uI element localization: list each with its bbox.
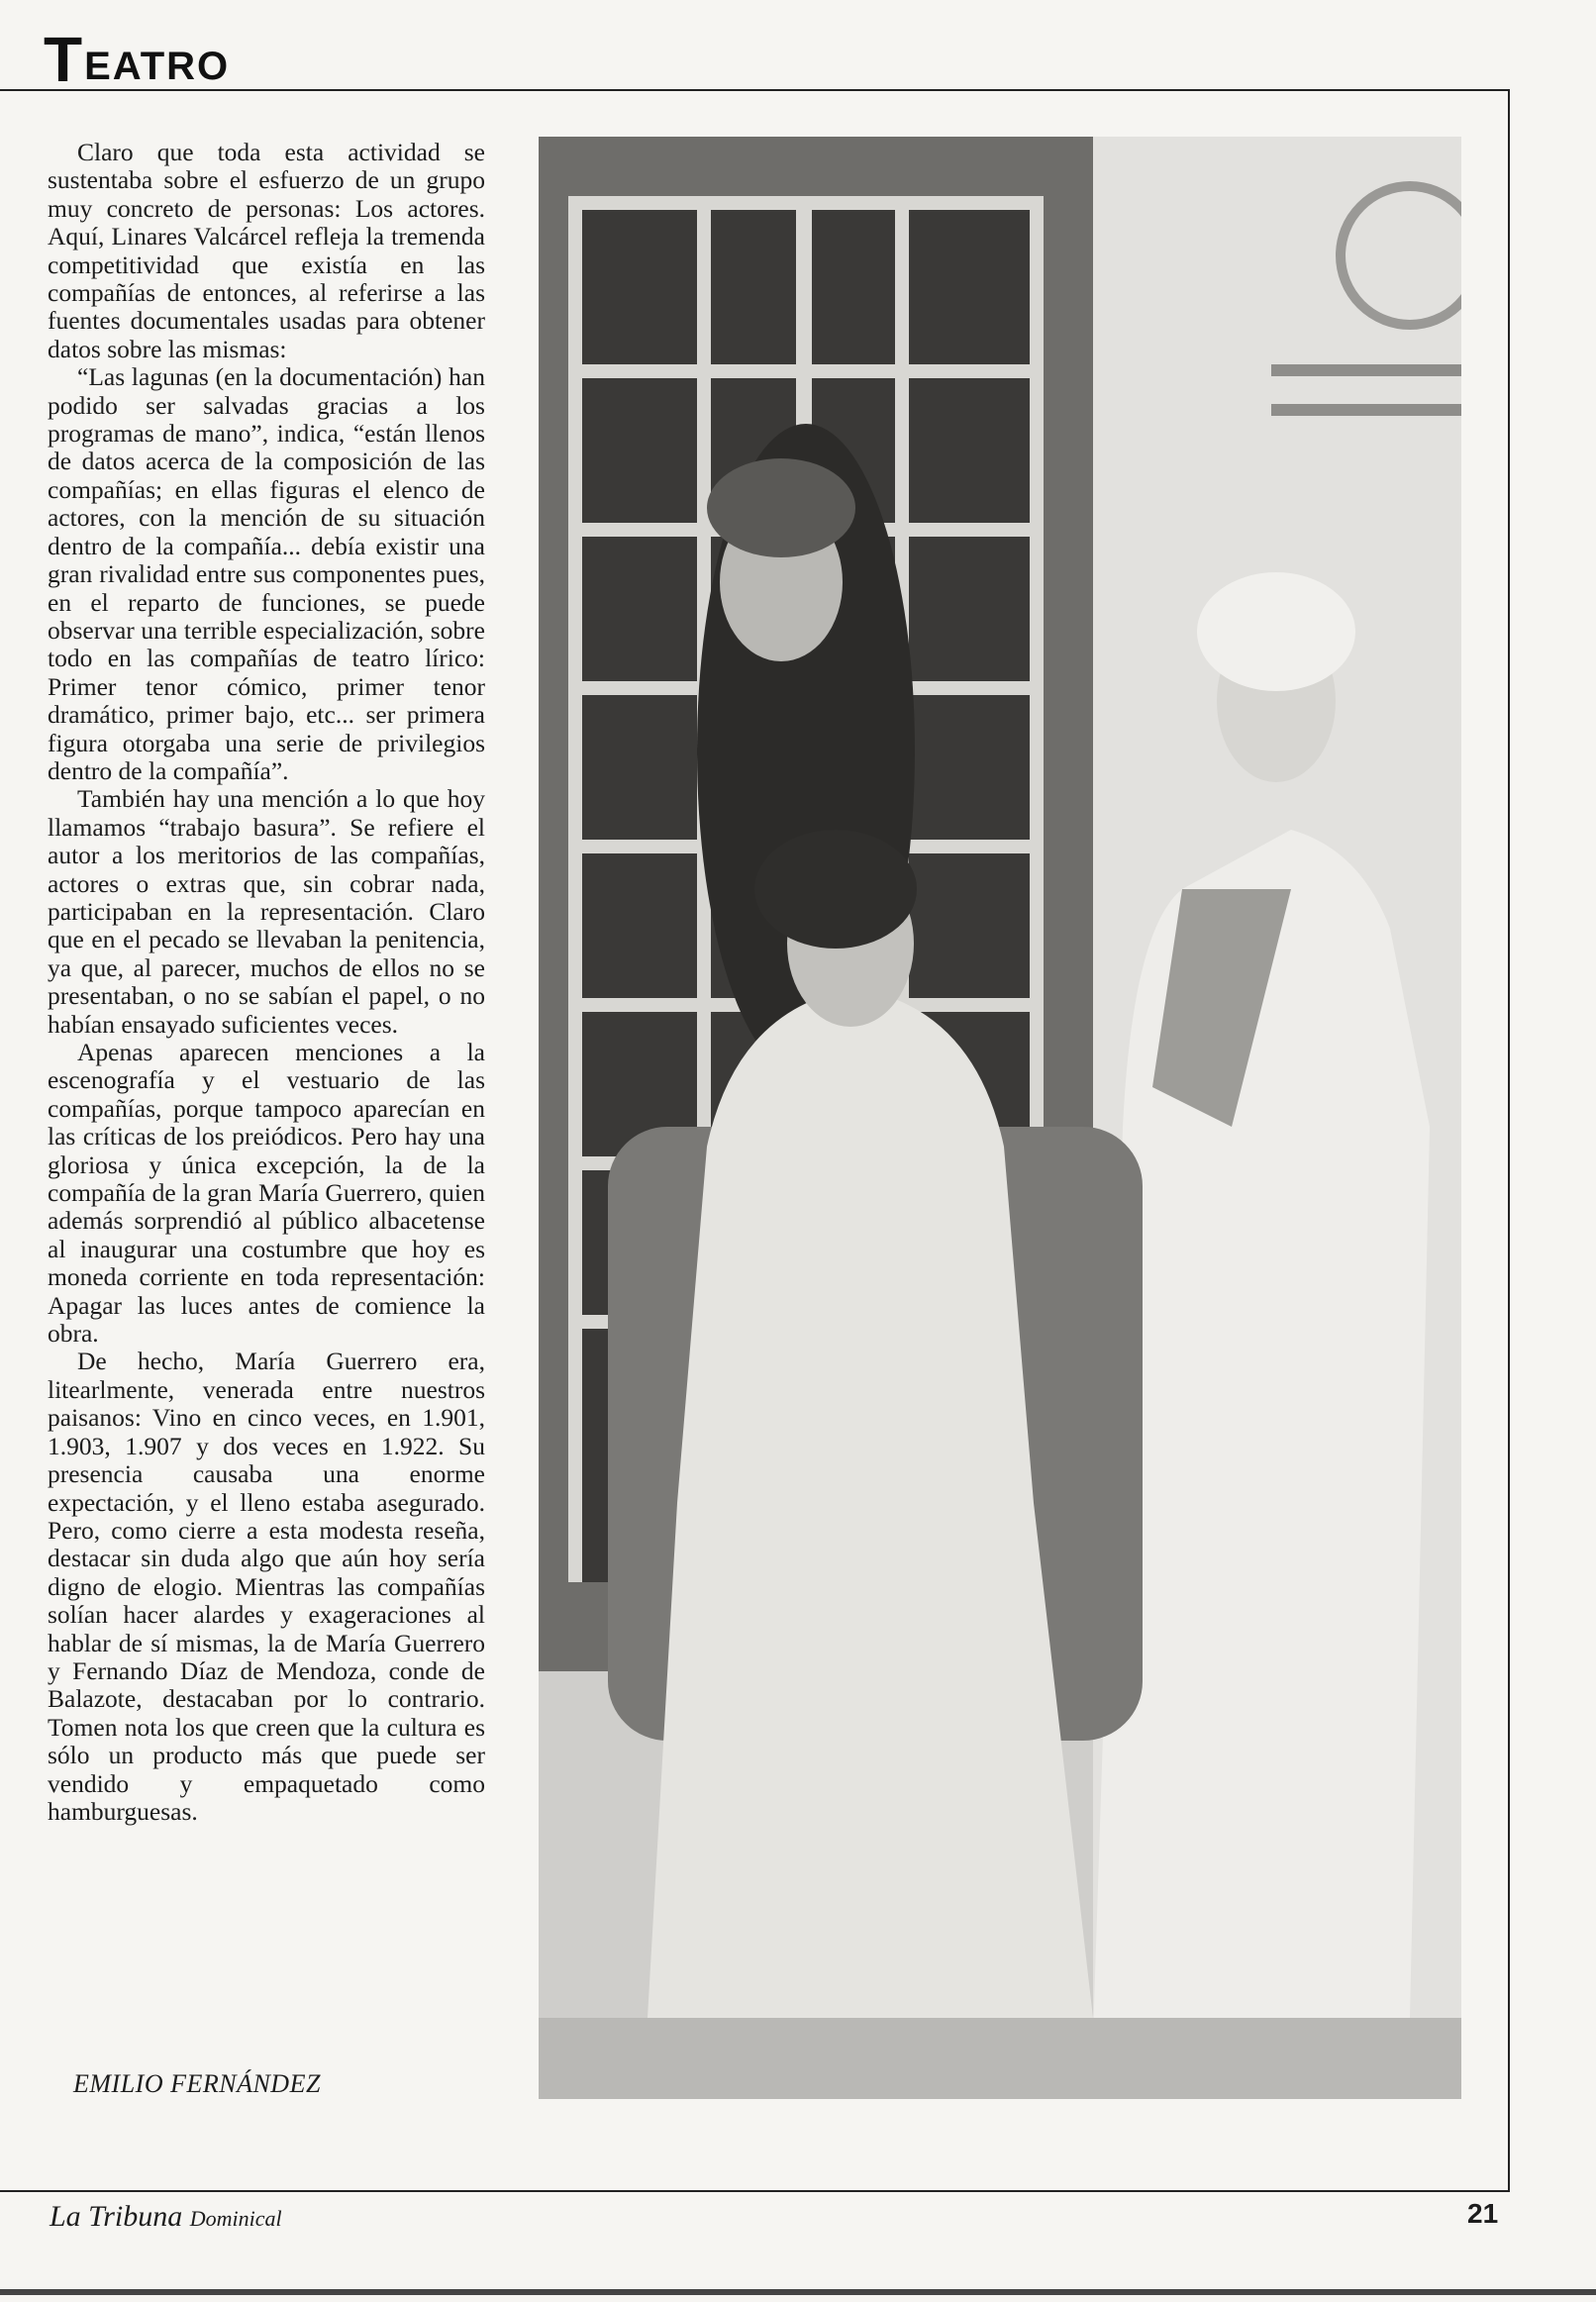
article-body: [48, 139, 485, 1826]
theatre-photo-illustration: [539, 137, 1461, 2099]
article-paragraph: También hay una mención a lo que hoy llamamos “trabajo basura”. Se refiere el autor a los meritorios de las compañías, actores o extras que, sin cobrar nada, participaban en la representación. Claro que en el pecado se llevaban la penitencia, ya que, al parecer, muchos de ellos no se presentaban, o no se sabían el papel, o no habían ensayado suficientes veces.: [48, 784, 485, 1039]
publication-name-main: La Tribuna: [50, 2200, 183, 2233]
article-paragraph: Claro que toda esta actividad se sustentaba sobre el esfuerzo de un grupo muy concreto de personas: Los actores. Aquí, Linares Valcárcel refleja la tremenda competitividad que existía en las compañías de entonces, al referirse a las fuentes documentales usadas para obtener datos sobre las mismas:: [48, 138, 485, 363]
section-header-text: EATRO: [84, 45, 231, 88]
page-number: 21: [1467, 2198, 1499, 2229]
byline: EMILIO FERNÁNDEZ: [73, 2069, 321, 2098]
bottom-rule: [0, 2289, 1596, 2295]
section-header: [44, 24, 231, 95]
theatre-photo: [539, 137, 1461, 2099]
section-header-initial: T: [44, 24, 85, 95]
article-paragraph: “Las lagunas (en la documentación) han podido ser salvadas gracias a los programas de mano”, indica, “están llenos de datos acerca de la composición de las compañías; en ellas figuras el elenco de actores, con la mención de su situación dentro de la compañía... debía existir una gran rivalidad entre sus componentes pues, en el reparto de funciones, se puede observar una terrible especialización, sobre todo en las compañías de teatro lírico: Primer tenor cómico, primer tenor dramático, primer bajo, etc... ser primera figura otorgaba una serie de privilegios dentro de la compañía”.: [48, 362, 485, 785]
publication-name-sub: Dominical: [189, 2206, 282, 2231]
article-paragraph: Apenas aparecen menciones a la escenografía y el vestuario de las compañías, porque tampoco aparecían en las críticas de los preiódicos. Pero hay una gloriosa y única excepción, la de la compañía de la gran María Guerrero, quien además sorprendió al público albacetense al inaugurar una costumbre que hoy es moneda corriente en toda representación: Apagar las luces antes de comience la obra.: [48, 1038, 485, 1349]
publication-name: [50, 2200, 282, 2234]
article-paragraph: De hecho, María Guerrero era, litearlmente, venerada entre nuestros paisanos: Vino en cinco veces, en 1.901, 1.903, 1.907 y dos veces en 1.922. Su presencia causaba una enorme expectación, y el lleno estaba asegurado. Pero, como cierre a esta modesta reseña, destacar sin duda algo que aún hoy sería digno de elogio. Mientras las compañías solían hacer alardes y exageraciones al hablar de sí mismas, la de María Guerrero y Fernando Díaz de Mendoza, conde de Balazote, destacaban por lo contrario. Tomen nota los que creen que la cultura es sólo un producto más que puede ser vendido y empaquetado como hamburguesas.: [48, 1347, 485, 1826]
